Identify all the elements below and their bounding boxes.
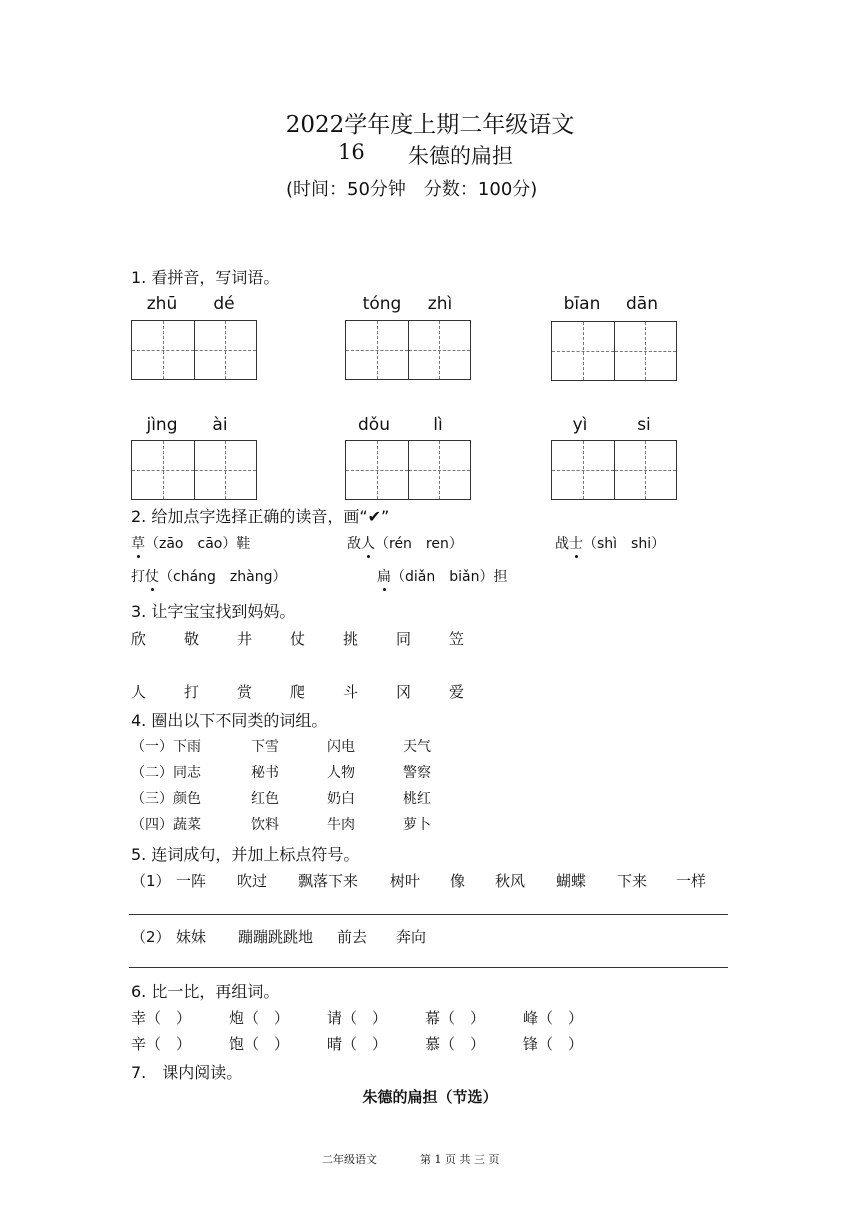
q4-heading: 4. 圈出以下不同类的词组。 [131, 711, 328, 730]
word-item: 奔向 [396, 928, 427, 946]
pronunciation-item[interactable]: 草（zāo cāo）鞋 [131, 533, 250, 553]
footer-subject: 二年级语文 [322, 1153, 377, 1166]
word-item: 吹过 [237, 872, 268, 890]
word-item[interactable]: （一）下雨 [131, 739, 201, 755]
writing-grid[interactable] [551, 440, 677, 500]
word-item[interactable]: 红色 [251, 791, 279, 807]
word-item: 蹦蹦跳跳地 [238, 928, 314, 946]
answer-line[interactable] [129, 967, 728, 968]
writing-grid[interactable] [551, 321, 677, 381]
word-item[interactable]: （二）同志 [131, 765, 201, 781]
word-item[interactable]: 人物 [327, 765, 355, 781]
word-item: 下来 [617, 872, 648, 890]
item-number: （1） [131, 872, 171, 890]
dotted-char: 人 [361, 533, 375, 553]
footer-page: 第 1 页 共 三 页 [420, 1153, 500, 1166]
q2-heading: 2. 给加点字选择正确的读音，画“✔” [131, 507, 390, 526]
pinyin: bīan [563, 294, 601, 314]
compare-row [131, 1033, 603, 1054]
char-row-top [131, 628, 502, 649]
word-sequence [131, 926, 436, 947]
char-item[interactable]: 敬 [184, 630, 200, 648]
pronunciation-item[interactable]: 打仗（cháng zhàng） [131, 566, 286, 586]
dotted-char: 士 [569, 533, 583, 553]
pinyin: zhū [146, 294, 178, 314]
pinyin: tóng [362, 294, 402, 314]
compare-item[interactable]: 峰（ ） [523, 1009, 584, 1027]
pinyin: dān [626, 294, 658, 314]
char-item[interactable]: 挑 [343, 630, 359, 648]
compare-item[interactable]: 请（ ） [327, 1009, 388, 1027]
compare-row [131, 1007, 603, 1028]
word-item[interactable]: 牛肉 [327, 817, 355, 833]
char-item[interactable]: 同 [396, 630, 412, 648]
compare-item[interactable]: 炮（ ） [229, 1009, 290, 1027]
word-item: 像 [450, 872, 466, 890]
word-item[interactable]: 警察 [403, 765, 431, 781]
q5-heading: 5. 连词成句，并加上标点符号。 [131, 845, 360, 864]
compare-item[interactable]: 锋（ ） [523, 1035, 584, 1053]
compare-item[interactable]: 幕（ ） [425, 1009, 486, 1027]
word-item: 妹妹 [176, 928, 207, 946]
word-item[interactable]: 闪电 [327, 739, 355, 755]
compare-item[interactable]: 饱（ ） [229, 1035, 290, 1053]
word-item: 树叶 [390, 872, 421, 890]
pinyin: jìng [146, 415, 178, 435]
char-item[interactable]: 赏 [237, 683, 253, 701]
compare-item[interactable]: 慕（ ） [425, 1035, 486, 1053]
writing-grid[interactable] [345, 320, 471, 380]
word-item: 秋风 [495, 872, 526, 890]
exam-info: (时间：50分钟 分数：100分) [286, 179, 538, 200]
pinyin: zhì [427, 294, 453, 314]
compare-item[interactable]: 晴（ ） [327, 1035, 388, 1053]
word-item: 飘落下来 [298, 872, 359, 890]
word-item[interactable]: 萝卜 [403, 817, 431, 833]
answer-line[interactable] [129, 914, 728, 915]
char-item[interactable]: 爱 [449, 683, 465, 701]
lesson-name: 朱德的扁担 [408, 144, 513, 168]
word-item[interactable]: （四）蔬菜 [131, 817, 201, 833]
word-item[interactable]: 饮料 [251, 817, 279, 833]
char-item[interactable]: 仗 [290, 630, 306, 648]
pinyin: dé [213, 294, 235, 314]
pronunciation-item[interactable]: 战士（shì shi） [555, 533, 665, 553]
dotted-char: 扁 [377, 566, 391, 586]
pinyin: yì [572, 415, 588, 435]
char-item[interactable]: 斗 [343, 683, 359, 701]
char-item[interactable]: 欣 [131, 630, 147, 648]
char-item[interactable]: 冈 [396, 683, 412, 701]
char-item[interactable]: 井 [237, 630, 253, 648]
char-row-bottom [131, 681, 502, 702]
compare-item[interactable]: 幸（ ） [131, 1009, 192, 1027]
word-item[interactable]: 秘书 [251, 765, 279, 781]
char-item[interactable]: 笠 [449, 630, 465, 648]
dotted-char: 草 [131, 533, 145, 553]
pinyin: lì [433, 415, 443, 435]
word-sequence [131, 870, 716, 891]
word-item: 蝴蝶 [556, 872, 587, 890]
q6-heading: 6. 比一比，再组词。 [131, 982, 280, 1001]
q1-heading: 1. 看拼音，写词语。 [131, 268, 280, 287]
word-item: 一阵 [176, 872, 207, 890]
word-item: 前去 [337, 928, 368, 946]
word-group-row [131, 736, 463, 756]
writing-grid[interactable] [131, 320, 257, 380]
writing-grid[interactable] [131, 440, 257, 500]
lesson-number: 16 [338, 140, 365, 164]
word-item[interactable]: 下雪 [251, 739, 279, 755]
pinyin: ài [212, 415, 228, 435]
word-group-row [131, 814, 463, 834]
item-number: （2） [131, 928, 171, 946]
exam-title: 2022学年度上期二年级语文 [285, 112, 575, 138]
word-item[interactable]: 桃红 [403, 791, 431, 807]
word-item[interactable]: 奶白 [327, 791, 355, 807]
q7-heading: 7. 课内阅读。 [131, 1063, 243, 1082]
compare-item[interactable]: 辛（ ） [131, 1035, 192, 1053]
pinyin: dǒu [358, 415, 390, 435]
word-item: 一样 [676, 872, 707, 890]
word-group-row [131, 788, 463, 808]
word-group-row [131, 762, 463, 782]
dotted-char: 仗 [145, 566, 159, 586]
q3-heading: 3. 让字宝宝找到妈妈。 [131, 602, 296, 621]
char-item[interactable]: 人 [131, 683, 147, 701]
writing-grid[interactable] [345, 440, 471, 500]
pronunciation-item[interactable]: 敌人（rén ren） [347, 533, 463, 553]
word-item[interactable]: 天气 [403, 739, 431, 755]
pinyin: si [637, 415, 651, 435]
word-item[interactable]: （三）颜色 [131, 791, 201, 807]
char-item[interactable]: 爬 [290, 683, 306, 701]
char-item[interactable]: 打 [184, 683, 200, 701]
pronunciation-item[interactable]: 扁（diǎn biǎn）担 [377, 566, 507, 586]
passage-title: 朱德的扁担（节选） [362, 1088, 498, 1106]
